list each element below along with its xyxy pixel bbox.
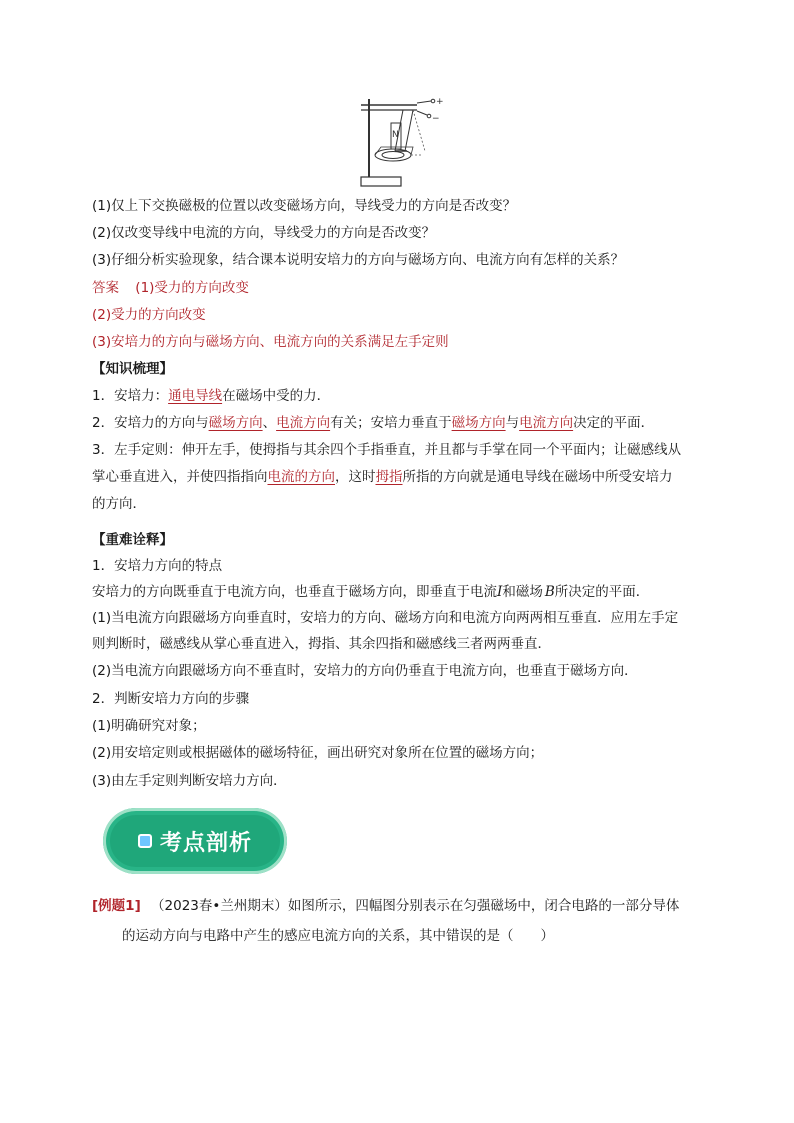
example-line-2: 的运动方向与电路中产生的感应电流方向的关系，其中错误的是（ ） xyxy=(122,928,554,944)
explain-section-1-title: 1．安培力方向的特点 xyxy=(92,558,223,574)
example-source: （2023春•兰州期末） xyxy=(151,898,288,914)
kp2-pre: 2．安培力的方向与 xyxy=(92,415,209,431)
knowledge-point-3-line-2 xyxy=(92,467,712,487)
step-1: (1)明确研究对象； xyxy=(92,718,206,734)
example-line-1 xyxy=(92,896,712,916)
kp1-key: 通电导线 xyxy=(168,388,223,404)
explain-item-1-line-2: 则判断时，磁感线从掌心垂直进入，拇指、其余四指和磁感线三者两两垂直． xyxy=(92,636,551,652)
minus-terminal-label: − xyxy=(432,114,440,124)
s1p-pre: 安培力的方向既垂直于电流方向，也垂直于磁场方向，即垂直于电流 xyxy=(92,584,497,600)
knowledge-point-2 xyxy=(92,413,712,433)
explain-item-2: (2)当电流方向跟磁场方向不垂直时，安培力的方向仍垂直于电流方向，也垂直于磁场方向． xyxy=(92,663,638,679)
north-pole-label: N xyxy=(392,130,399,140)
plus-terminal-label: + xyxy=(436,97,444,107)
kp2-key3: 磁场方向 xyxy=(451,415,506,431)
section-badge xyxy=(103,808,287,874)
kp2-key2: 电流方向 xyxy=(276,415,331,431)
book-icon xyxy=(138,834,152,848)
kp2-post: 决定的平面． xyxy=(573,415,655,431)
example-text-1: 如图所示，四幅图分别表示在匀强磁场中，闭合电路的一部分导体 xyxy=(287,898,680,914)
kp2-and: 与 xyxy=(505,415,520,431)
example-label: [例题1] xyxy=(92,898,141,914)
question-3: (3)仔细分析实验现象，结合课本说明安培力的方向与磁场方向、电流方向有怎样的关系？ xyxy=(92,252,625,268)
section-badge-text: 考点剖析 xyxy=(159,830,252,856)
kp1-post: 在磁场中受的力． xyxy=(222,388,331,404)
kp3-key1: 电流的方向 xyxy=(267,469,335,485)
kp1-pre: 1．安培力： xyxy=(92,388,169,404)
answer-label: 答案 xyxy=(92,280,119,296)
knowledge-heading: 【知识梳理】 xyxy=(92,361,173,377)
explain-section-1-paragraph xyxy=(92,582,712,602)
s1p-mid: 和磁场 xyxy=(502,584,543,600)
explain-heading: 【重难诠释】 xyxy=(92,532,173,548)
section-badge-inner xyxy=(110,815,280,867)
knowledge-point-3-line-1: 3．左手定则：伸开左手，使拇指与其余四个手指垂直，并且都与手掌在同一个平面内；让磁感线从 xyxy=(92,442,682,458)
step-2: (2)用安培定则或根据磁体的磁场特征，画出研究对象所在位置的磁场方向； xyxy=(92,745,544,761)
kp3-pre: 掌心垂直进入，并使四指指向 xyxy=(92,469,268,485)
explain-item-1-line-1: (1)当电流方向跟磁场方向垂直时，安培力的方向、磁场方向和电流方向两两相互垂直．应用左手定 xyxy=(92,610,679,626)
answer-1 xyxy=(92,278,712,298)
kp3-post: 所指的方向就是通电导线在磁场中所受安培力 xyxy=(402,469,673,485)
step-3: (3)由左手定则判断安培力方向． xyxy=(92,773,287,789)
answer-1-text: (1)受力的方向改变 xyxy=(135,280,249,296)
question-1: (1)仅上下交换磁极的位置以改变磁场方向，导线受力的方向是否改变？ xyxy=(92,198,517,214)
kp3-key2: 拇指 xyxy=(375,469,403,485)
kp2-sep: 、 xyxy=(262,415,277,431)
knowledge-point-1 xyxy=(92,386,712,406)
explain-section-2-title: 2．判断安培力方向的步骤 xyxy=(92,691,250,707)
current-symbol: I xyxy=(497,584,503,600)
s1p-post: 所决定的平面． xyxy=(554,584,650,600)
kp2-key1: 磁场方向 xyxy=(208,415,263,431)
question-2: (2)仅改变导线中电流的方向，导线受力的方向是否改变？ xyxy=(92,225,436,241)
field-symbol: B xyxy=(544,584,555,600)
knowledge-point-3-line-3: 的方向． xyxy=(92,496,146,512)
apparatus-figure xyxy=(355,93,445,188)
answer-3: (3)安培力的方向与磁场方向、电流方向的关系满足左手定则 xyxy=(92,334,449,350)
answer-2: (2)受力的方向改变 xyxy=(92,307,206,323)
kp2-mid: 有关；安培力垂直于 xyxy=(330,415,452,431)
kp3-mid: ，这时 xyxy=(335,469,376,485)
kp2-key4: 电流方向 xyxy=(519,415,574,431)
